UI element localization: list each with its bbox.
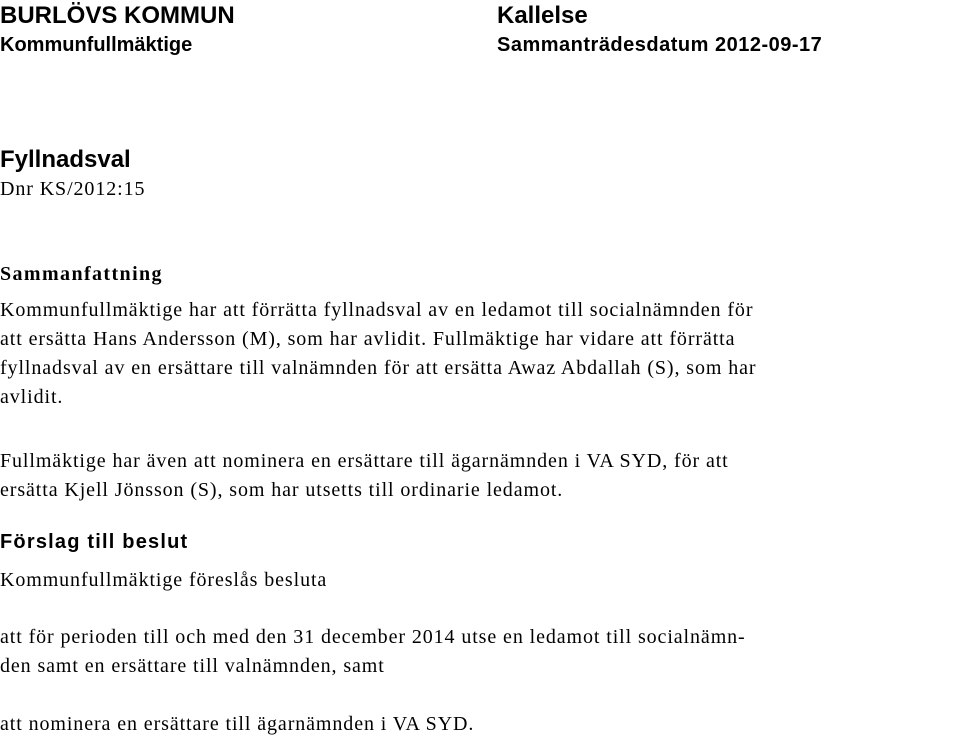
document-type: Kallelse — [497, 2, 588, 29]
proposal-item-2: att nominera en ersättare till ägarnämnden i VA SYD. — [0, 713, 475, 735]
text-line: ersätta Kjell Jönsson (S), som har utsetts till ordinarie ledamot. — [0, 479, 564, 501]
text-line: att för perioden till och med den 31 december 2014 utse en ledamot till socialnämn- — [0, 626, 746, 648]
item-title: Fyllnadsval — [0, 146, 131, 173]
proposal-item-1 — [0, 623, 960, 681]
summary-paragraph-1 — [0, 296, 960, 412]
text-line: Kommunfullmäktige har att förrätta fyllnadsval av en ledamot till socialnämnden för — [0, 299, 754, 321]
summary-heading: Sammanfattning — [0, 263, 163, 285]
text-line: den samt en ersättare till valnämnden, samt — [0, 655, 385, 677]
meeting-date: Sammanträdesdatum 2012-09-17 — [497, 34, 823, 56]
proposal-intro: Kommunfullmäktige föreslås besluta — [0, 569, 328, 591]
document-header — [0, 0, 960, 60]
proposal-heading: Förslag till beslut — [0, 531, 189, 553]
text-line: avlidit. — [0, 386, 64, 408]
text-line: fyllnadsval av en ersättare till valnämnden för att ersätta Awaz Abdallah (S), som har — [0, 357, 757, 379]
organization-name: BURLÖVS KOMMUN — [0, 2, 235, 29]
diary-number: Dnr KS/2012:15 — [0, 178, 146, 200]
text-line: att ersätta Hans Andersson (M), som har avlidit. Fullmäktige har vidare att förrätta — [0, 328, 736, 350]
department-name: Kommunfullmäktige — [0, 34, 193, 56]
text-line: Fullmäktige har även att nominera en ersättare till ägarnämnden i VA SYD, för att — [0, 450, 729, 472]
summary-paragraph-2 — [0, 447, 960, 505]
